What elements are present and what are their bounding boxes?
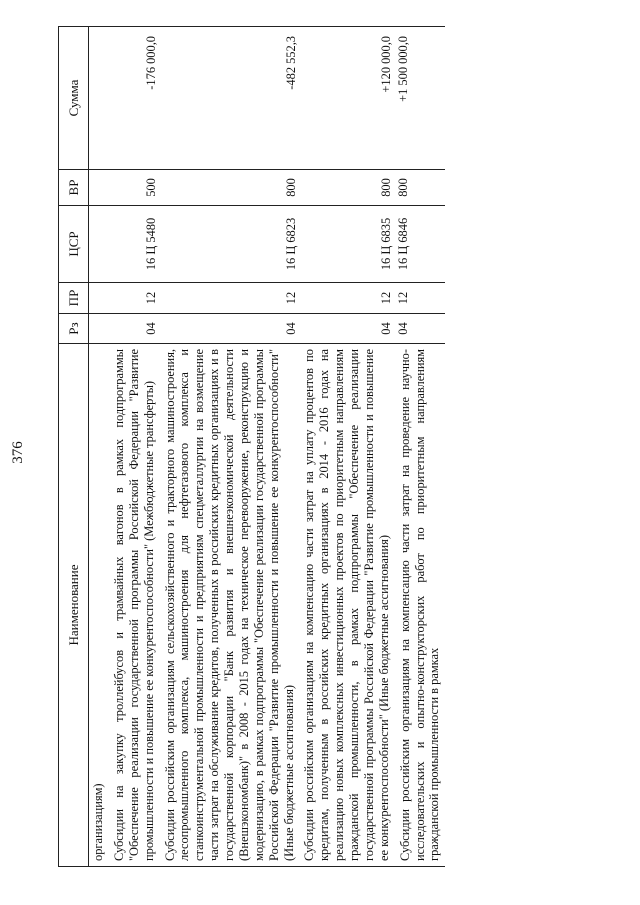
row-name: Субсидии российским организациям на компенсацию части затрат на уплату процентов по кредитам, полученным в российских кредитных организациях в 2014 - 2016 годах на реализацию новых комплексных инвестиционных проектов по приоритетным направлениям гражданской промышленности, в рамках подпрограммы "Обеспечение реализации государственной программы Российской Федерации "Развитие промышленности и повышение ее конкурентоспособности" (Иные бюджетные ассигнования)	[299, 344, 394, 867]
row-name: Субсидии российским организациям на компенсацию части затрат на проведение научно-исследовательских и опытно-конструкторских работ по приоритетным направлениям гражданской промышленности в рамках	[395, 344, 446, 867]
table-row	[395, 27, 446, 867]
row-sum: +1 500 000,0	[395, 27, 446, 170]
header-csr: ЦСР	[59, 206, 89, 283]
row-rz: 04	[109, 314, 160, 344]
row-pr: 12	[109, 283, 160, 314]
table-row	[160, 27, 300, 867]
row-name: Субсидии на закупку троллейбусов и трамвайных вагонов в рамках подпрограммы "Обеспечение реализации государственной программы Российской Федерации "Развитие промышленности и повышение ее конкурентоспособности" (Межбюджетные трансферты)	[109, 344, 160, 867]
row-rz: 04	[395, 314, 446, 344]
row-sum: +120 000,0	[299, 27, 394, 170]
row-vr: 800	[160, 170, 300, 206]
page-number: 376	[10, 441, 26, 464]
row-sum: -482 552,3	[160, 27, 300, 170]
row-vr: 800	[299, 170, 394, 206]
row-csr: 16 Ц 6823	[160, 206, 300, 283]
table-row	[89, 27, 109, 867]
header-sum: Сумма	[59, 27, 89, 170]
header-rz: Рз	[59, 314, 89, 344]
header-vr: ВР	[59, 170, 89, 206]
row-vr: 500	[109, 170, 160, 206]
row-rz: 04	[160, 314, 300, 344]
table-header-row	[59, 27, 89, 867]
row-csr: 16 Ц 5480	[109, 206, 160, 283]
header-pr: ПР	[59, 283, 89, 314]
row-csr: 16 Ц 6846	[395, 206, 446, 283]
budget-table	[58, 26, 445, 867]
row-pr: 12	[299, 283, 394, 314]
row-name-continuation: организациям)	[89, 344, 109, 867]
header-name: Наименование	[59, 344, 89, 867]
row-csr: 16 Ц 6835	[299, 206, 394, 283]
row-pr: 12	[395, 283, 446, 314]
row-vr: 800	[395, 170, 446, 206]
row-rz: 04	[299, 314, 394, 344]
row-name: Субсидии российским организациям сельскохозяйственного и тракторного машиностроения, лесопромышленного комплекса, машиностроения для нефтегазового комплекса и станкоинструментальной промышленности и предприятиям спецметаллургии на возмещение части затрат на обслуживание кредитов, полученных в российских кредитных организациях и в государственной корпорации "Банк развития и внешнеэкономической деятельности (Внешэкономбанк)" в 2008 - 2015 годах на техническое перевооружение, реконструкцию и модернизацию, в рамках подпрограммы "Обеспечение реализации государственной программы Российской Федерации "Развитие промышленности и повышение ее конкурентоспособности" (Иные бюджетные ассигнования)	[160, 344, 300, 867]
row-sum: -176 000,0	[109, 27, 160, 170]
row-pr: 12	[160, 283, 300, 314]
table-row	[109, 27, 160, 867]
table-row	[299, 27, 394, 867]
